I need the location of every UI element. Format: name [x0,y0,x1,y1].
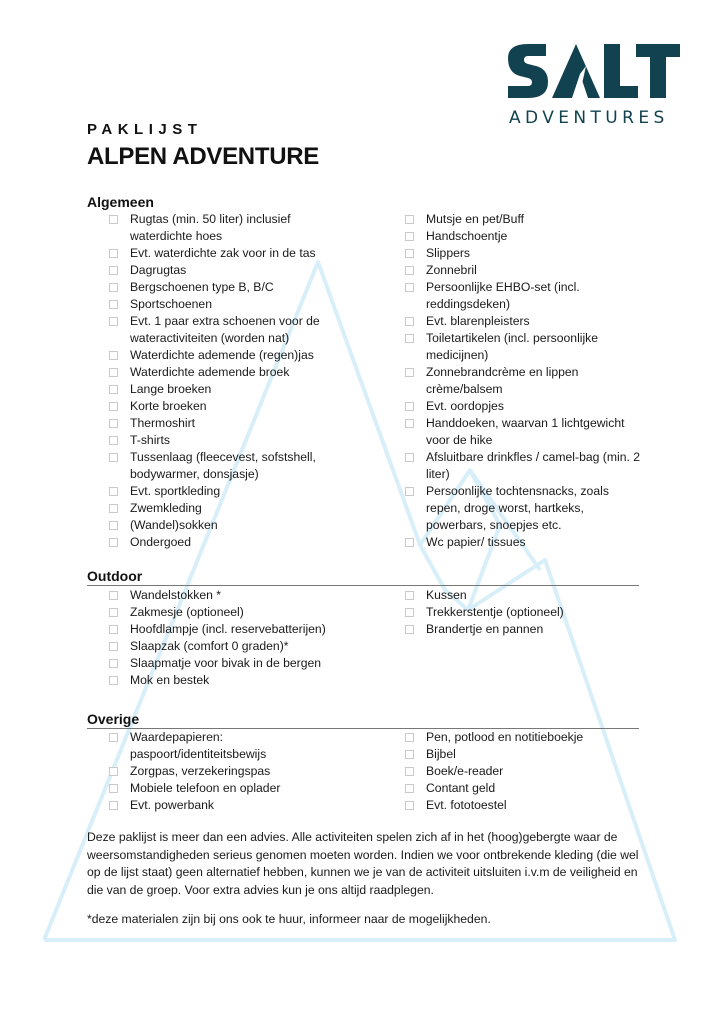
checklist-item[interactable]: Toiletartikelen (incl. persoonlijke medicijnen) [405,330,645,364]
checklist-item[interactable]: Mobiele telefoon en oplader [109,780,339,797]
overige-left-column [109,729,339,814]
checkbox[interactable] [109,767,118,776]
checkbox[interactable] [405,334,414,343]
checkbox[interactable] [109,317,118,326]
checkbox[interactable] [405,249,414,258]
checklist-item[interactable]: Bijbel [405,746,645,763]
checkbox[interactable] [109,504,118,513]
checkbox[interactable] [109,453,118,462]
overige-right-column [405,729,645,814]
checklist-item[interactable]: Zonnebril [405,262,645,279]
checklist-item[interactable]: Wandelstokken * [109,587,369,604]
checkbox[interactable] [109,676,118,685]
checkbox[interactable] [109,591,118,600]
checkbox[interactable] [109,625,118,634]
checkbox[interactable] [109,733,118,742]
checklist-item[interactable]: T-shirts [109,432,339,449]
checklist-item[interactable]: Hoofdlampje (incl. reservebatterijen) [109,621,369,638]
checklist-item[interactable]: Slaapmatje voor bivak in de bergen [109,655,369,672]
checkbox[interactable] [405,784,414,793]
checkbox[interactable] [405,266,414,275]
checkbox[interactable] [405,487,414,496]
checklist-item[interactable]: Kussen [405,587,645,604]
checklist-item[interactable]: Persoonlijke EHBO-set (incl. reddingsdeken) [405,279,645,313]
checkbox[interactable] [405,750,414,759]
checklist-item[interactable]: Dagrugtas [109,262,339,279]
logo-wordmark-icon [506,40,682,104]
checklist-item[interactable]: Handdoeken, waarvan 1 lichtgewicht voor de hike [405,415,645,449]
checklist-item[interactable]: Afsluitbare drinkfles / camel-bag (min. 2 liter) [405,449,645,483]
checklist-item[interactable]: (Wandel)sokken [109,517,339,534]
checklist-item[interactable]: Zwemkleding [109,500,339,517]
section-divider [87,585,639,586]
checkbox[interactable] [109,521,118,530]
checklist-item[interactable]: Rugtas (min. 50 liter) inclusief waterdichte hoes [109,211,339,245]
checklist-item[interactable]: Tussenlaag (fleecevest, sofstshell, bodywarmer, donsjasje) [109,449,339,483]
checkbox[interactable] [405,368,414,377]
checkbox[interactable] [109,642,118,651]
salt-adventures-logo [506,40,682,130]
checklist-item[interactable]: Wc papier/ tissues [405,534,645,551]
checkbox[interactable] [405,767,414,776]
checklist-item[interactable]: Evt. sportkleding [109,483,339,500]
checklist-item[interactable]: Trekkerstentje (optioneel) [405,604,645,621]
checklist-item[interactable]: Handschoentje [405,228,645,245]
checkbox[interactable] [109,368,118,377]
checklist-item[interactable]: Evt. blarenpleisters [405,313,645,330]
advice-paragraph: Deze paklijst is meer dan een advies. Alle activiteiten spelen zich af in het (hoog)gebergte waar de weersomstandigheden serieus genomen moeten worden. Indien we voor ontbrekende kleding (die wel op de lijst staat) geen alternatief hebben, kunnen we je van de activiteit uitsluiten i.v.m de veiligheid en die van de groep. Voor extra advies kun je ons altijd raadplegen. [87,830,639,897]
checkbox[interactable] [109,300,118,309]
checklist-item[interactable]: Evt. 1 paar extra schoenen voor de wateractiviteiten (worden nat) [109,313,339,347]
checklist-item[interactable]: Brandertje en pannen [405,621,645,638]
checklist-item[interactable]: Evt. oordopjes [405,398,645,415]
checkbox[interactable] [405,608,414,617]
checkbox[interactable] [109,283,118,292]
checklist-item[interactable]: Zorgpas, verzekeringspas [109,763,339,780]
checklist-item[interactable]: Zakmesje (optioneel) [109,604,369,621]
checkbox[interactable] [405,625,414,634]
checklist-item[interactable]: Evt. waterdichte zak voor in de tas [109,245,339,262]
checkbox[interactable] [109,385,118,394]
checklist-item[interactable]: Korte broeken [109,398,339,415]
checklist-item[interactable]: Evt. fototoestel [405,797,645,814]
checklist-item[interactable]: Sportschoenen [109,296,339,313]
page-title: ALPEN ADVENTURE [87,143,319,170]
checkbox[interactable] [109,538,118,547]
checkbox[interactable] [109,402,118,411]
checkbox[interactable] [405,283,414,292]
checkbox[interactable] [109,608,118,617]
checkbox[interactable] [109,419,118,428]
checkbox[interactable] [109,215,118,224]
checklist-item[interactable]: Zonnebrandcrème en lippen crème/balsem [405,364,645,398]
document-kicker: PAKLIJST [87,121,203,138]
section-title-outdoor: Outdoor [87,568,143,584]
checklist-item[interactable]: Mok en bestek [109,672,369,689]
checklist-item[interactable]: Bergschoenen type B, B/C [109,279,339,296]
checklist-item[interactable]: Lange broeken [109,381,339,398]
checkbox[interactable] [109,266,118,275]
checklist-item[interactable]: Ondergoed [109,534,339,551]
checkbox[interactable] [405,538,414,547]
checklist-item[interactable]: Slippers [405,245,645,262]
logo-subtitle: ADVENTURES [509,108,669,128]
checkbox[interactable] [405,733,414,742]
checkbox[interactable] [109,784,118,793]
checkbox[interactable] [109,801,118,810]
checkbox[interactable] [405,232,414,241]
checklist-item[interactable]: Slaapzak (comfort 0 graden)* [109,638,369,655]
checkbox[interactable] [405,215,414,224]
checkbox[interactable] [109,659,118,668]
checklist-item[interactable]: Pen, potlood en notitieboekje [405,729,645,746]
checklist-item[interactable]: Boek/e-reader [405,763,645,780]
checkbox[interactable] [109,436,118,445]
checkbox[interactable] [405,419,414,428]
outdoor-right-column [405,587,645,638]
algemeen-right-column [405,211,645,551]
outdoor-left-column [109,587,369,689]
checklist-item[interactable]: Evt. powerbank [109,797,339,814]
checkbox[interactable] [405,453,414,462]
section-title-algemeen: Algemeen [87,194,154,210]
section-title-overige: Overige [87,711,140,727]
rental-footnote: *deze materialen zijn bij ons ook te huur, informeer naar de mogelijkheden. [87,912,491,926]
checkbox[interactable] [109,487,118,496]
checklist-item[interactable]: Waterdichte ademende broek [109,364,339,381]
checklist-item[interactable]: Waterdichte ademende (regen)jas [109,347,339,364]
checkbox[interactable] [405,591,414,600]
checkbox[interactable] [405,317,414,326]
checklist-item[interactable]: Persoonlijke tochtensnacks, zoals repen, droge worst, hartkeks, powerbars, snoepjes etc. [405,483,645,534]
algemeen-left-column [109,211,339,551]
checkbox[interactable] [109,249,118,258]
checklist-item[interactable]: Contant geld [405,780,645,797]
checkbox[interactable] [405,801,414,810]
checklist-item[interactable]: Thermoshirt [109,415,339,432]
checkbox[interactable] [109,351,118,360]
checklist-item[interactable]: Mutsje en pet/Buff [405,211,645,228]
checkbox[interactable] [405,402,414,411]
checklist-item[interactable]: Waardepapieren: paspoort/identiteitsbewijs [109,729,339,763]
